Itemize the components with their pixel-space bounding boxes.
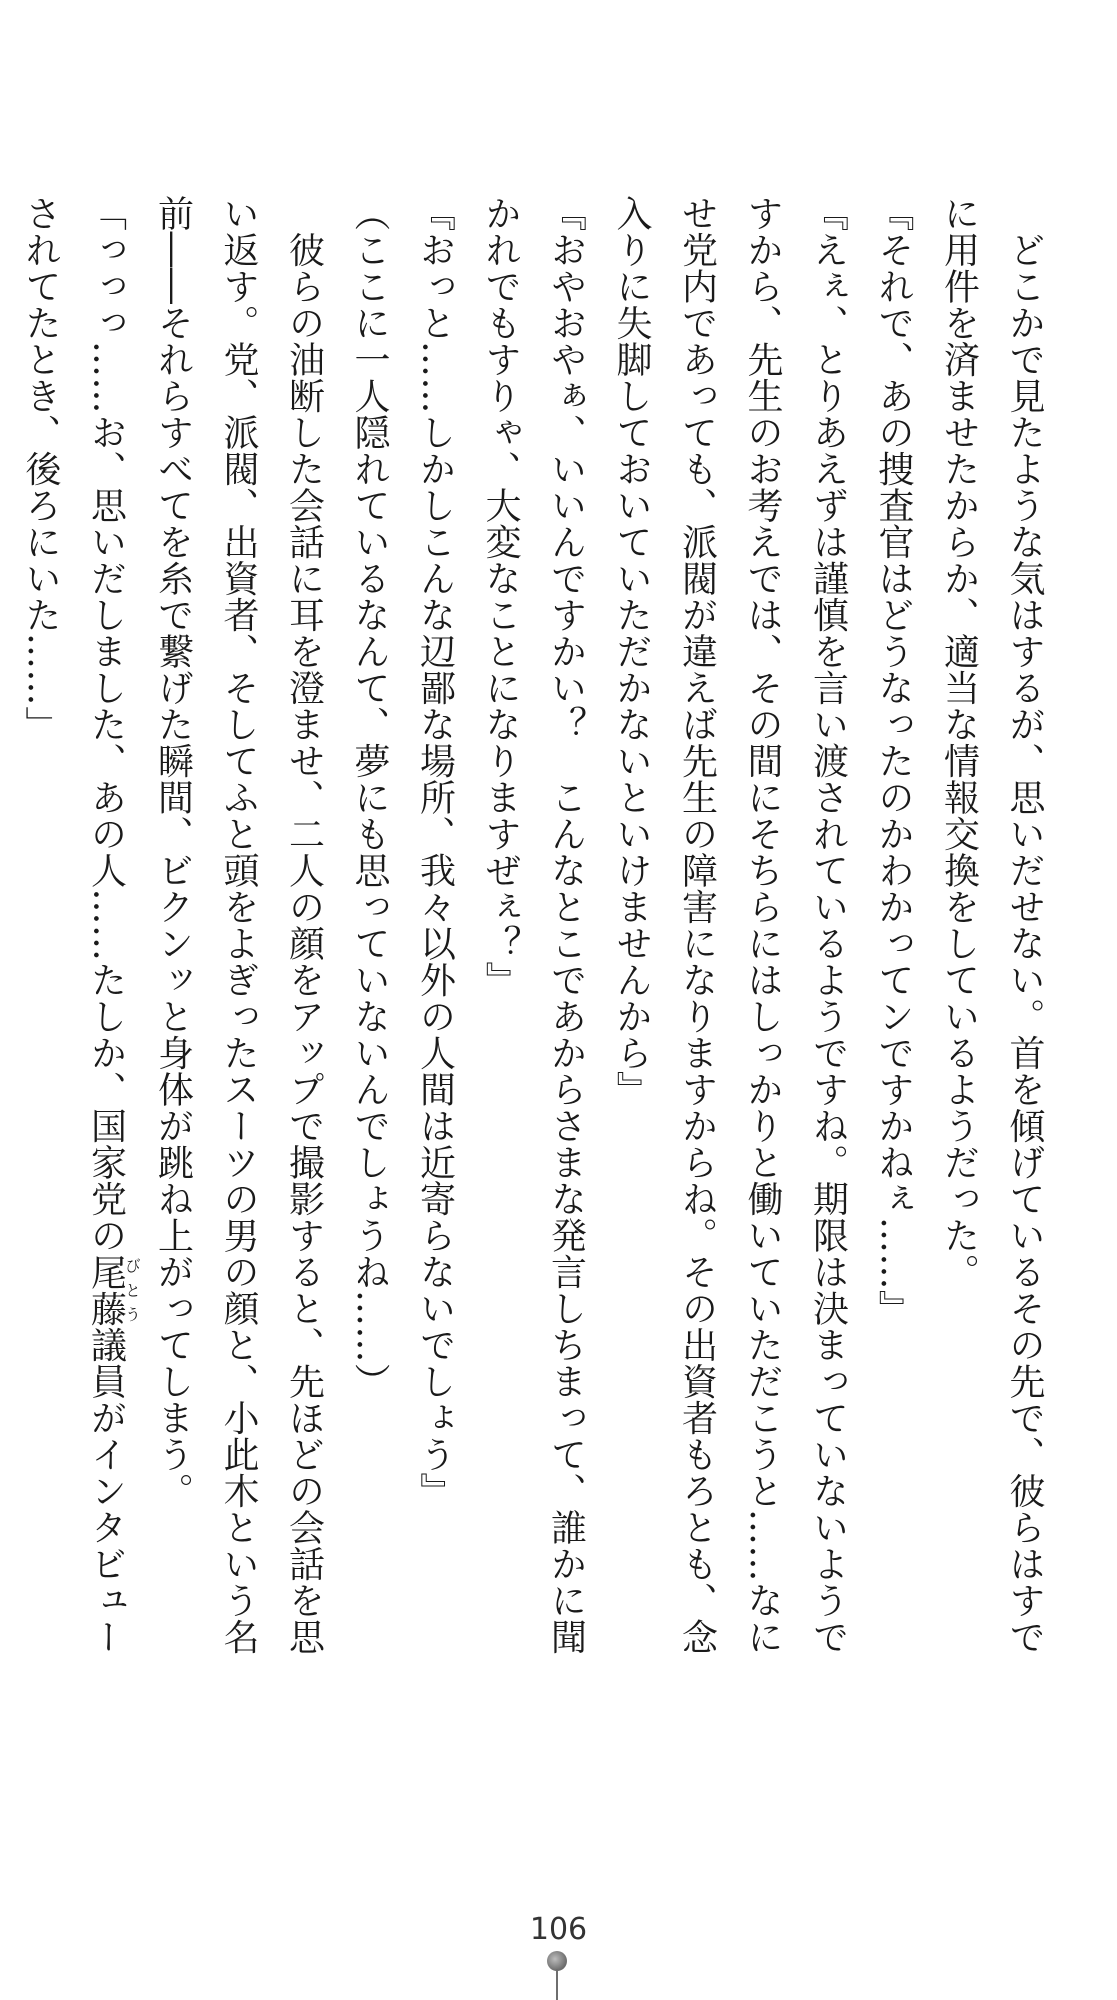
text-line-with-ruby: 「っっっ……お、思いだしました、あの人……たしか、国家党の尾藤びとう議員がインタビュー [85, 195, 142, 1655]
text-line: 前――それらすべてを糸で繋げた瞬間、ビクンッと身体が跳ね上がってしまう。 [152, 195, 194, 1509]
text-line: 『おやおやぁ、いいんですかい？ こんなとこであからさまな発言しちまって、誰かに聞 [545, 195, 587, 1655]
body-text [20, 195, 1057, 1755]
text-line: すから、先生のお考えでは、その間にそちらにはしっかりと働いていただこうと……なに [742, 195, 783, 1655]
text-line: に用件を済ませたからか、適当な情報交換をしているようだった。 [938, 195, 980, 1290]
text-line: 『おっと……しかしこんな辺鄙な場所、我々以外の人間は近寄らないでしょう』 [414, 195, 456, 1509]
text-line: （ここに一人隠れているなんて、夢にも思っていないんでしょうね……） [349, 195, 390, 1400]
text-line: 彼らの油断した会話に耳を澄ませ、二人の顔をアップで撮影すると、先ほどの会話を思 [283, 195, 325, 1655]
text-line: されてたとき、後ろにいた……」 [20, 195, 61, 743]
text-line [0, 195, 8, 1755]
ruby-annotation: 尾藤びとう [85, 1253, 142, 1327]
text-line: せ党内であっても、派閥が違えば先生の障害になりますからね。その出資者もろとも、念 [676, 195, 718, 1655]
text-line: 入りに失脚しておいていただかないといけませんから』 [611, 195, 652, 1108]
text-line: 『それで、あの捜査官はどうなったのかわかってンですかねぇ……』 [873, 195, 914, 1327]
text-line: かれでもすりゃ、大変なことになりますぜぇ？』 [480, 195, 521, 998]
page-number: 106 [529, 1912, 588, 1947]
text-line: どこかで見たような気はするが、思いだせない。首を傾げているその先で、彼らはすで [1004, 195, 1045, 1655]
page-marker-dot-icon [547, 1951, 567, 1971]
text-line: 『えぇ、とりあえずは謹慎を言い渡されているようですね。期限は決まっていないようで [807, 195, 849, 1655]
text-line: い返す。党、派閥、出資者、そしてふと頭をよぎったスーツの男の顔と、小此木という名 [218, 195, 259, 1655]
page-marker-stem [556, 1969, 558, 2000]
